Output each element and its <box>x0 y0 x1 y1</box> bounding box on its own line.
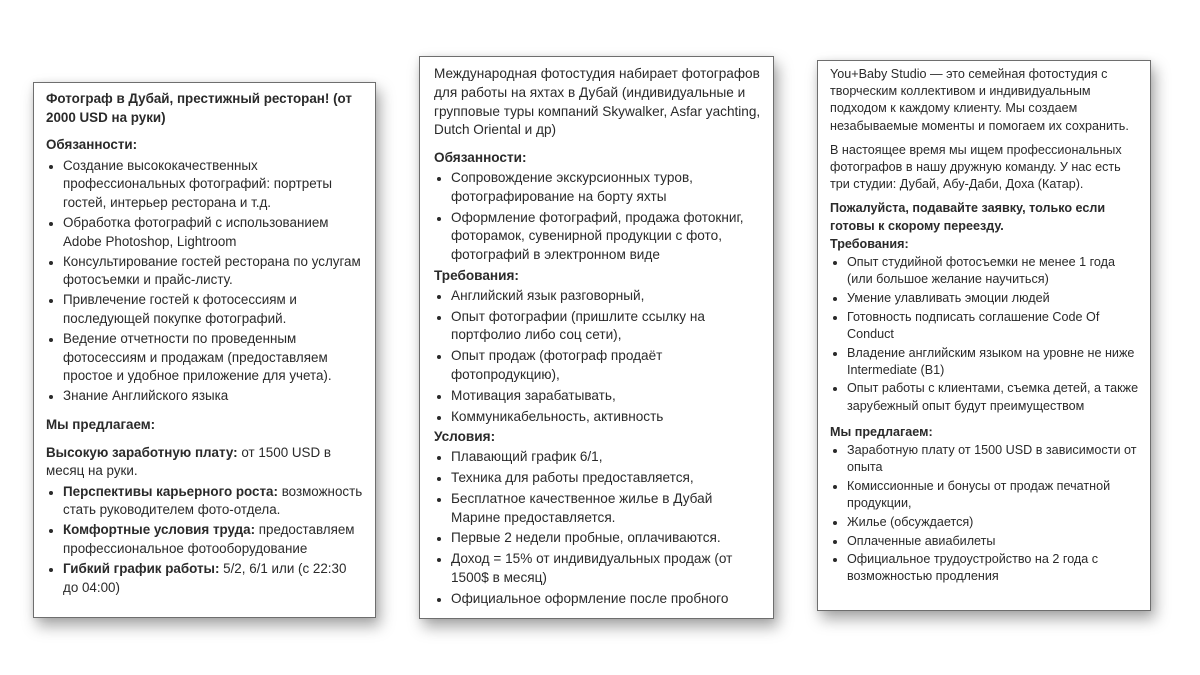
list-item: Опыт студийной фотосъемки не менее 1 года (или большое желание научиться) <box>830 254 1142 288</box>
list-item: Знание Английского языка <box>46 387 365 406</box>
list-item: Сопровождение экскурсионных туров, фотографирование на борту яхты <box>434 169 763 207</box>
duties-heading: Обязанности: <box>46 137 138 153</box>
salary-lead-label: Высокую заработную плату: <box>46 444 238 460</box>
offer-label: Гибкий график работы: <box>63 561 220 577</box>
offers-list <box>46 483 365 598</box>
hiring-paragraph: В настоящее время мы ищем профессиональных фотографов в нашу дружную команду. У нас есть три студии: Дубай, Абу-Даби, Доха (Катар). <box>830 142 1122 192</box>
list-item: Коммуникабельность, активность <box>434 408 763 427</box>
requirements-heading: Требования: <box>830 236 909 251</box>
list-item: Официальное оформление после пробного <box>434 590 763 609</box>
list-item: Мотивация зарабатывать, <box>434 387 763 406</box>
list-item: Опыт фотографии (пришлите ссылку на портфолио либо соц сети), <box>434 308 763 346</box>
requirements-heading: Требования: <box>434 267 519 283</box>
offer-label: Комфортные условия труда: <box>63 522 256 538</box>
offers-list <box>830 442 1142 586</box>
duties-list <box>434 169 763 265</box>
list-item: Создание высококачественных профессиональных фотографий: портреты гостей, интерьер ресторана и т.д. <box>46 157 365 213</box>
list-item: Обработка фотографий с использованием Adobe Photoshop, Lightroom <box>46 214 365 251</box>
offer-label: Перспективы карьерного роста: <box>63 483 278 499</box>
salary-lead <box>46 444 365 481</box>
list-item: Ведение отчетности по проведенным фотосессиям и продажам (предоставляем простое и удобное приложение для учета). <box>46 330 365 386</box>
list-item: Техника для работы предоставляется, <box>434 469 763 488</box>
list-item: Умение улавливать эмоции людей <box>830 290 1142 307</box>
list-item: Комиссионные и бонусы от продаж печатной продукции, <box>830 478 1142 512</box>
list-item: Оплаченные авиабилеты <box>830 533 1142 550</box>
list-item: Первые 2 недели пробные, оплачиваются. <box>434 529 763 548</box>
intro-paragraph: Международная фотостудия набирает фотографов для работы на яхтах в Дубай (индивидуальные и групповые туры компаний Skywalker, Asfar yachting, Dutch Oriental и др) <box>434 66 761 138</box>
list-item: Готовность подписать соглашение Code Of Conduct <box>830 309 1142 343</box>
offer-heading: Мы предлагаем: <box>46 417 156 432</box>
list-item: Привлечение гостей к фотосессиям и последующей покупке фотографий. <box>46 291 365 328</box>
list-item: Официальное трудоустройство на 2 года с возможностью продления <box>830 551 1142 585</box>
offer-text: предоставляем профессиональное фотооборудование <box>63 522 355 557</box>
list-item: Владение английским языком на уровне не ниже Intermediate (B1) <box>830 345 1142 379</box>
relocation-notice: Пожалуйста, подавайте заявку, только если готовы к скорому переезду. <box>830 201 1106 233</box>
job-post-card-restaurant <box>33 82 376 618</box>
salary-lead-text: от 1500 USD в месяц на руки. <box>46 444 331 479</box>
requirements-list <box>434 287 763 427</box>
list-item: Опыт работы с клиентами, съемка детей, а также зарубежный опыт будут преимуществом <box>830 380 1142 414</box>
list-item: Консультирование гостей ресторана по услугам фотосъемки и прайс-листу. <box>46 253 365 290</box>
list-item: Жилье (обсуждается) <box>830 514 1142 531</box>
duties-heading: Обязанности: <box>434 150 527 166</box>
list-item: Заработную плату от 1500 USD в зависимости от опыта <box>830 442 1142 476</box>
offer-text: возможность стать руководителем фото-отдела. <box>63 483 363 518</box>
list-item: Бесплатное качественное жилье в Дубай Марине предоставляется. <box>434 490 763 528</box>
duties-list <box>46 157 365 406</box>
job-post-card-yachts <box>419 56 774 619</box>
conditions-list <box>434 448 763 608</box>
list-item <box>46 521 365 558</box>
job-post-card-studio <box>817 60 1151 611</box>
job-title: Фотограф в Дубай, престижный ресторан! (от 2000 USD на руки) <box>46 91 352 125</box>
studio-intro-paragraph: You+Baby Studio — это семейная фотостудия с творческим коллективом и индивидуальным подходом к каждому клиенту. Мы создаем незабываемые моменты и помогаем их сохранить. <box>830 67 1129 133</box>
conditions-heading: Условия: <box>434 429 496 445</box>
list-item: Плавающий график 6/1, <box>434 448 763 467</box>
list-item: Английский язык разговорный, <box>434 287 763 306</box>
list-item <box>46 560 365 597</box>
list-item: Доход = 15% от индивидуальных продаж (от 1500$ в месяц) <box>434 550 763 588</box>
list-item: Оформление фотографий, продажа фотокниг, фоторамок, сувенирной продукции с фото, фотографий в электронном виде <box>434 209 763 265</box>
offer-text: 5/2, 6/1 или (с 22:30 до 04:00) <box>63 561 347 595</box>
offer-heading: Мы предлагаем: <box>830 424 933 439</box>
list-item <box>46 483 365 520</box>
requirements-list <box>830 254 1142 415</box>
list-item: Опыт продаж (фотограф продаёт фотопродукцию), <box>434 347 763 385</box>
